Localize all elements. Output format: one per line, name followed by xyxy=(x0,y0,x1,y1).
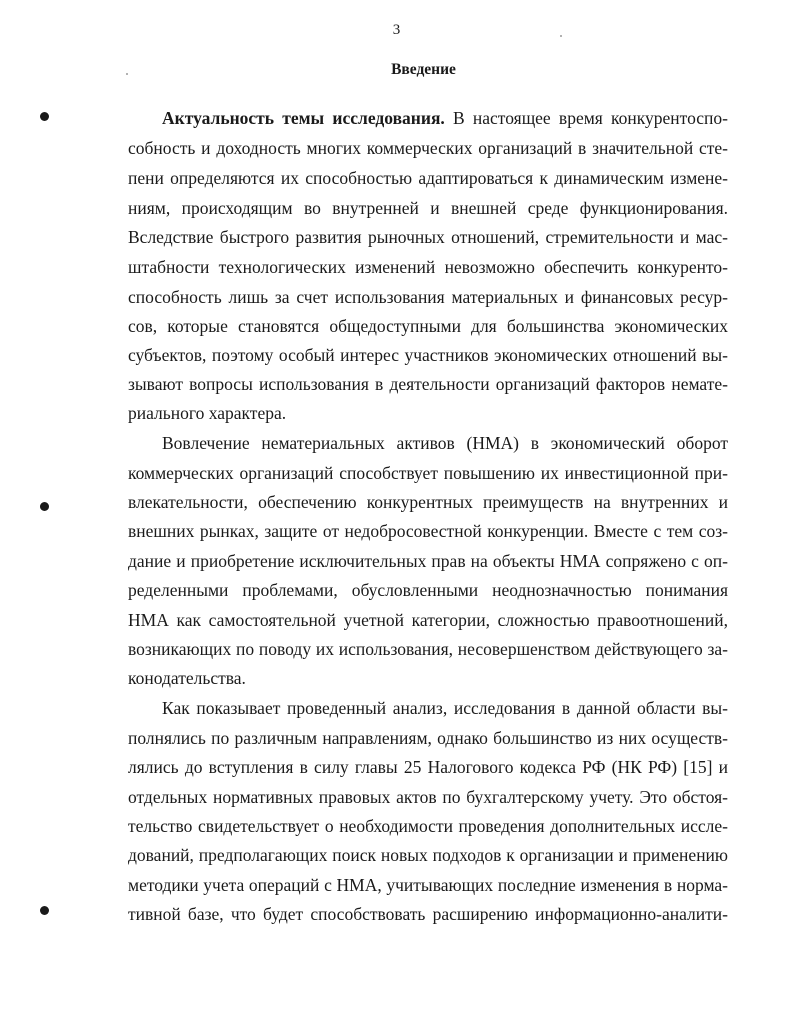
paragraph-line: ределенными проблемами, обусловленными неоднозначностью понимания xyxy=(128,580,728,600)
paragraph-line: ниям, происходящим во внутренней и внешней среде функционирования. xyxy=(128,198,728,218)
paragraph-line: полнялись по различным направлениям, однако большинство из них осуществ- xyxy=(128,728,728,748)
paragraph-line: зывают вопросы использования в деятельности организаций факторов немате- xyxy=(128,374,728,394)
paragraph-line: сов, которые становятся общедоступными для большинства экономических xyxy=(128,316,728,336)
paragraph-line: Вовлечение нематериальных активов (НМА) в экономический оборот xyxy=(162,433,728,453)
punch-mark xyxy=(40,906,49,915)
paragraph-line: методики учета операций с НМА, учитывающих последние изменения в норма- xyxy=(128,875,728,895)
paragraph-line: дований, предполагающих поиск новых подходов к организации и применению xyxy=(128,845,728,865)
paragraph-line: внешних рынках, защите от недобросовестной конкуренции. Вместе с тем соз- xyxy=(128,521,728,541)
paragraph-line: тельство свидетельствует о необходимости проведения дополнительных иссле- xyxy=(128,816,728,836)
paragraph-line: тивной базе, что будет способствовать расширению информационно-аналити- xyxy=(128,904,728,924)
scan-speck xyxy=(126,73,128,75)
paragraph-line: дание и приобретение исключительных прав на объекты НМА сопряжено с оп- xyxy=(128,551,728,571)
paragraph-line: отдельных нормативных правовых актов по бухгалтерскому учету. Это обстоя- xyxy=(128,787,728,807)
paragraph-line: Как показывает проведенный анализ, исследования в данной области вы- xyxy=(162,698,728,718)
paragraph-line: штабности технологических изменений невозможно обеспечить конкуренто- xyxy=(128,257,728,277)
paragraph-line: собность и доходность многих коммерческих организаций в значительной сте- xyxy=(128,138,728,158)
paragraph-line: влекательности, обеспечению конкурентных преимуществ на внутренних и xyxy=(128,492,728,512)
punch-mark xyxy=(40,112,49,121)
paragraph-line: конодательства. xyxy=(128,668,246,688)
scan-speck xyxy=(560,35,562,37)
paragraph-line: Вследствие быстрого развития рыночных отношений, стремительности и мас- xyxy=(128,227,728,247)
paragraph-line xyxy=(162,106,728,130)
page-number: 3 xyxy=(392,22,401,38)
paragraph-lead-text: В настоящее время конкурентоспо- xyxy=(444,108,728,128)
paragraph-line: лялись до вступления в силу главы 25 Налогового кодекса РФ (НК РФ) [15] и xyxy=(128,757,728,777)
paragraph-line: пени определяются их способностью адаптироваться к динамическим измене- xyxy=(128,168,728,188)
paragraph-line: способность лишь за счет использования материальных и финансовых ресур- xyxy=(128,287,728,307)
paragraph-lead-bold: Актуальность темы исследования. xyxy=(162,108,445,128)
paragraph-line: возникающих по поводу их использования, несовершенством действующего за- xyxy=(128,639,728,659)
paragraph-line: субъектов, поэтому особый интерес участников экономических отношений вы- xyxy=(128,345,728,365)
punch-mark xyxy=(40,502,49,511)
paragraph-line: НМА как самостоятельной учетной категории, сложностью правоотношений, xyxy=(128,610,728,630)
paragraph-line: риального характера. xyxy=(128,403,287,423)
section-heading: Введение xyxy=(391,61,456,78)
paragraph-line: коммерческих организаций способствует повышению их инвестиционной при- xyxy=(128,463,728,483)
